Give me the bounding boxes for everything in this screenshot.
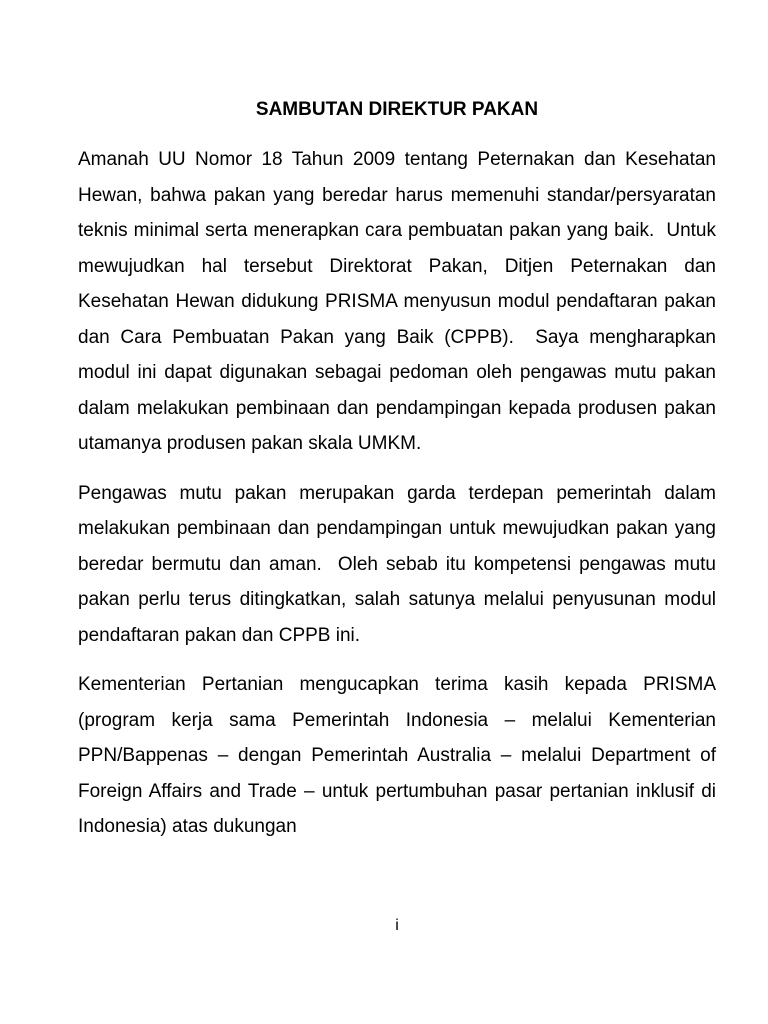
page-title: SAMBUTAN DIREKTUR PAKAN [255, 99, 539, 120]
paragraph-3: Kementerian Pertanian mengucapkan terima kasih kepada PRISMA (program kerja sama Pemerintah Indonesia – melalui Kementerian PPN/Bappenas – dengan Pemerintah Australia – melalui Department of Foreign Affairs and Trade – untuk pertumbuhan pasar pertanian inklusif di Indonesia) atas dukungan [78, 674, 722, 837]
paragraph-2: Pengawas mutu pakan merupakan garda terdepan pemerintah dalam melakukan pembinaan dan pendampingan untuk mewujudkan pakan yang beredar bermutu dan aman. Oleh sebab itu kompetensi pengawas mutu pakan perlu terus ditingkatkan, salah satunya melalui penyusunan modul pendaftaran pakan dan CPPB ini. [78, 482, 722, 646]
paragraph-1: Amanah UU Nomor 18 Tahun 2009 tentang Peternakan dan Kesehatan Hewan, bahwa pakan yang beredar harus memenuhi standar/persyaratan teknis minimal serta menerapkan cara pembuatan pakan yang baik. Untuk mewujudkan hal tersebut Direktorat Pakan, Ditjen Peternakan dan Kesehatan Hewan didukung PRISMA menyusun modul pendaftaran pakan dan Cara Pembuatan Pakan yang Baik (CPPB). Saya mengharapkan modul ini dapat digunakan sebagai pedoman oleh pengawas mutu pakan dalam melakukan pembinaan dan pendampingan kepada produsen pakan utamanya produsen pakan skala UMKM. [78, 149, 722, 454]
body-text [78, 142, 722, 859]
page-number: i [395, 917, 399, 934]
